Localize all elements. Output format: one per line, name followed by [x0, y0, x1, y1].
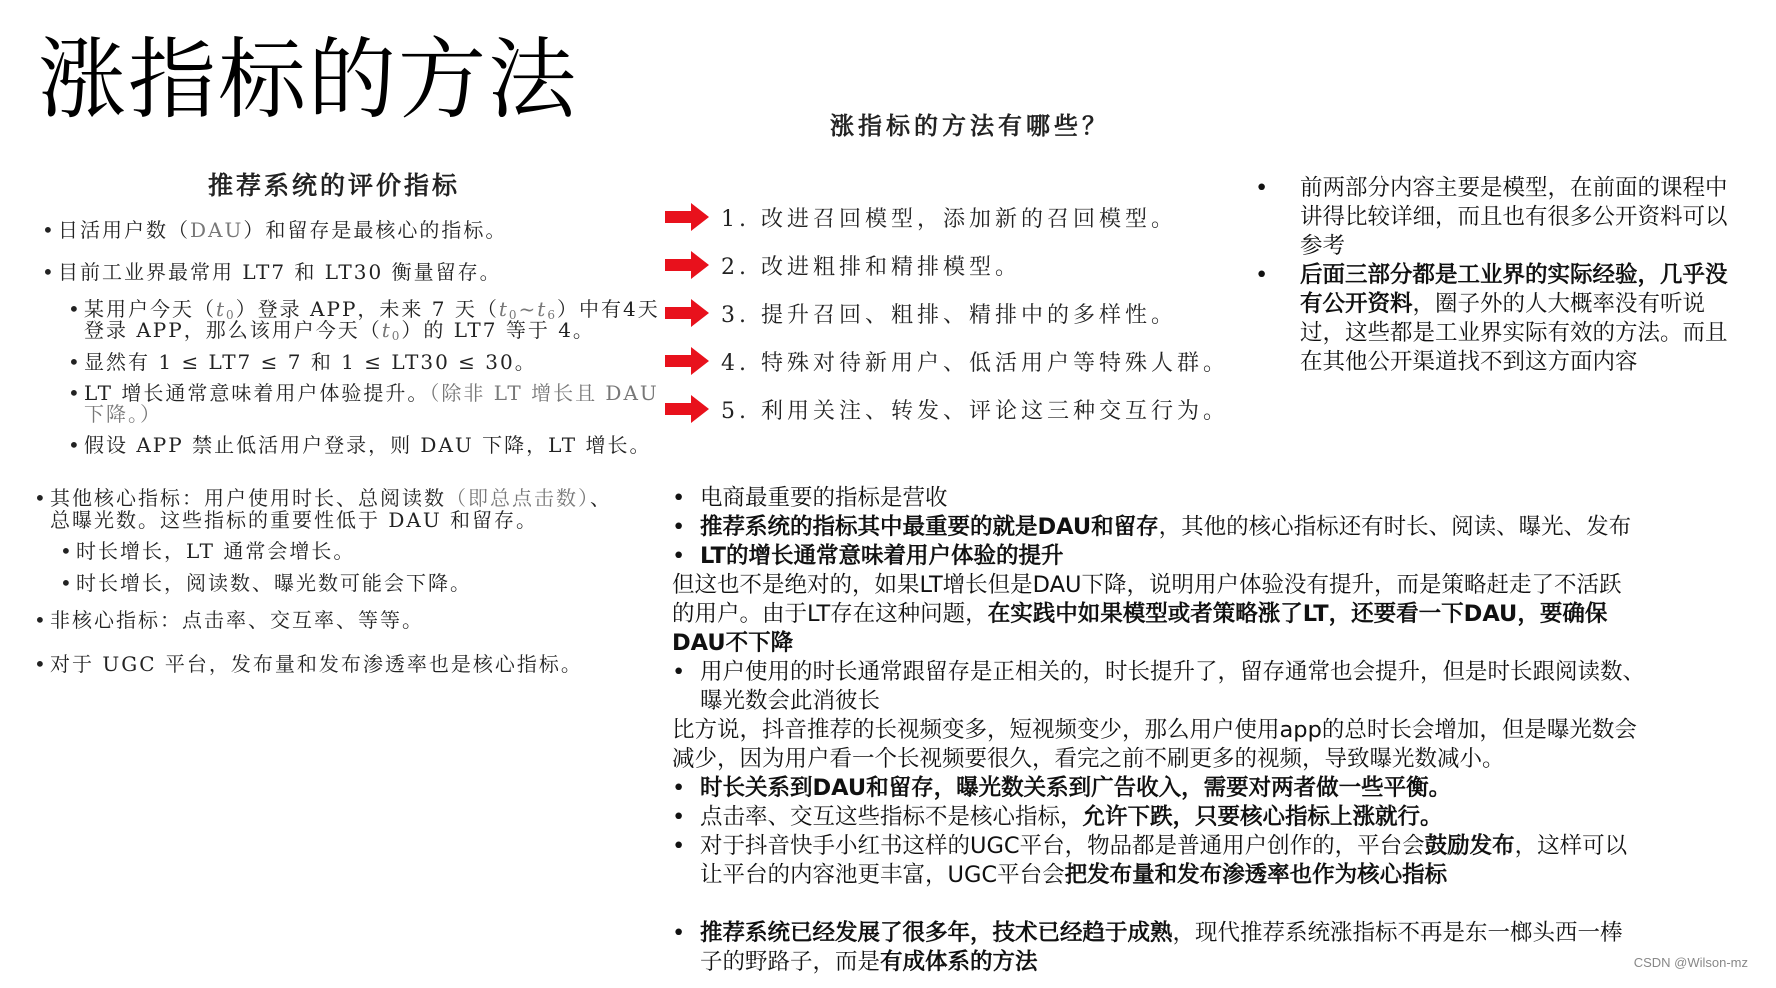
red-arrow-icon — [665, 346, 709, 376]
left-bullet-dau: • 日活用户数（DAU）和留存是最核心的指标。 — [42, 218, 508, 242]
red-arrow-icon — [665, 250, 709, 280]
watermark: CSDN @Wilson-mz — [1633, 955, 1748, 970]
note-dau-retention: • 推荐系统的指标其中最重要的就是DAU和留存，其他的核心指标还有时长、阅读、曝光、发布 — [672, 514, 1632, 540]
right-note-2: • 后面三部分都是工业界的实际经验，几乎没有公开资料，圈子外的人大概率没有听说过，这些都是工业界实际有效的方法。而且在其他公开渠道找不到这方面内容 — [1255, 262, 1728, 375]
method-item: 1. 改进召回模型，添加新的召回模型。 — [665, 200, 1177, 234]
slide-title: 涨指标的方法 — [38, 28, 579, 131]
red-arrow-icon — [665, 202, 709, 232]
method-item: 5. 利用关注、转发、评论这三种交互行为。 — [665, 392, 1229, 426]
method-item: 3. 提升召回、粗排、精排中的多样性。 — [665, 296, 1177, 330]
red-arrow-icon — [665, 298, 709, 328]
method-item: 2. 改进粗排和精排模型。 — [665, 248, 1021, 282]
right-note-1: • 前两部分内容主要是模型，在前面的课程中讲得比较详细，而且也有很多公开资料可以参考 — [1255, 175, 1728, 259]
left-sub-lt-growth: • LT 增长通常意味着用户体验提升。（除非 LT 增长且 DAU — [68, 381, 659, 405]
middle-heading: 涨指标的方法有哪些？ — [830, 111, 1110, 140]
note-balance: • 时长关系到DAU和留存，曝光数关系到广告收入，需要对两者做一些平衡。 — [672, 775, 1452, 801]
left-sub-lt7-def-line2: 登录 APP，那么该用户今天$(t_0)$的 LT7 等于 4。 — [84, 318, 595, 343]
left-sub-lt7-def: • 某用户今天$(t_0)$登录 APP，未来 7 天$(t_0\sim t_6)$中有4天 — [68, 297, 660, 322]
left-sub-lt-growth-line2: 下降。） — [84, 402, 162, 426]
note-duration-retention: • 用户使用的时长通常跟留存是正相关的，时长提升了，留存通常也会提升，但是时长跟阅读数、 曝光数会此消彼长 — [672, 659, 1646, 714]
left-heading: 推荐系统的评价指标 — [208, 171, 461, 200]
left-sub-lt-range: • 显然有 1 ≤ LT7 ≤ 7 和 1 ≤ LT30 ≤ 30。 — [68, 350, 537, 374]
red-arrow-icon — [665, 394, 709, 424]
left-bullet-other-metrics-line2: 总曝光数。这些指标的重要性低于 DAU 和留存。 — [50, 508, 539, 532]
note-mature: • 推荐系统已经发展了很多年，技术已经趋于成熟，现代推荐系统涨指标不再是东一榔头西一棒 子的野路子，而是有成体系的方法 — [672, 920, 1623, 975]
note-lt-caveat: 但这也不是绝对的，如果LT增长但是DAU下降，说明用户体验没有提升，而是策略赶走了不活跃 的用户。由于LT存在这种问题，在实践中如果模型或者策略涨了LT，还要看一下DAU，要确保 DAU不下降 — [672, 572, 1622, 656]
note-douyin-example: 比方说，抖音推荐的长视频变多，短视频变少，那么用户使用app的总时长会增加，但是曝光数会 减少，因为用户看一个长视频要很久，看完之前不刷更多的视频，导致曝光数减小。 — [672, 717, 1637, 772]
note-ecommerce: • 电商最重要的指标是营收 — [672, 485, 948, 511]
note-ctr: • 点击率、交互这些指标不是核心指标，允许下跌，只要核心指标上涨就行。 — [672, 804, 1443, 830]
left-bullet-lt: • 目前工业界最常用 LT7 和 LT30 衡量留存。 — [42, 260, 502, 284]
method-item: 4. 特殊对待新用户、低活用户等特殊人群。 — [665, 344, 1229, 378]
note-ugc: • 对于抖音快手小红书这样的UGC平台，物品都是普通用户创作的，平台会鼓励发布，这样可以 让平台的内容池更丰富，UGC平台会把发布量和发布渗透率也作为核心指标 — [672, 833, 1628, 888]
left-bullet-other-metrics: • 其他核心指标：用户使用时长、总阅读数（即总点击数）、 — [34, 486, 612, 510]
left-sub-duration-lt: • 时长增长，LT 通常会增长。 — [60, 539, 356, 563]
left-bullet-ugc: • 对于 UGC 平台，发布量和发布渗透率也是核心指标。 — [34, 652, 583, 676]
left-sub-duration-reads: • 时长增长，阅读数、曝光数可能会下降。 — [60, 571, 472, 595]
left-sub-ban-example: • 假设 APP 禁止低活用户登录，则 DAU 下降，LT 增长。 — [68, 433, 652, 457]
note-lt-growth: • LT的增长通常意味着用户体验的提升 — [672, 543, 1064, 569]
left-bullet-noncore: • 非核心指标：点击率、交互率、等等。 — [34, 608, 424, 632]
